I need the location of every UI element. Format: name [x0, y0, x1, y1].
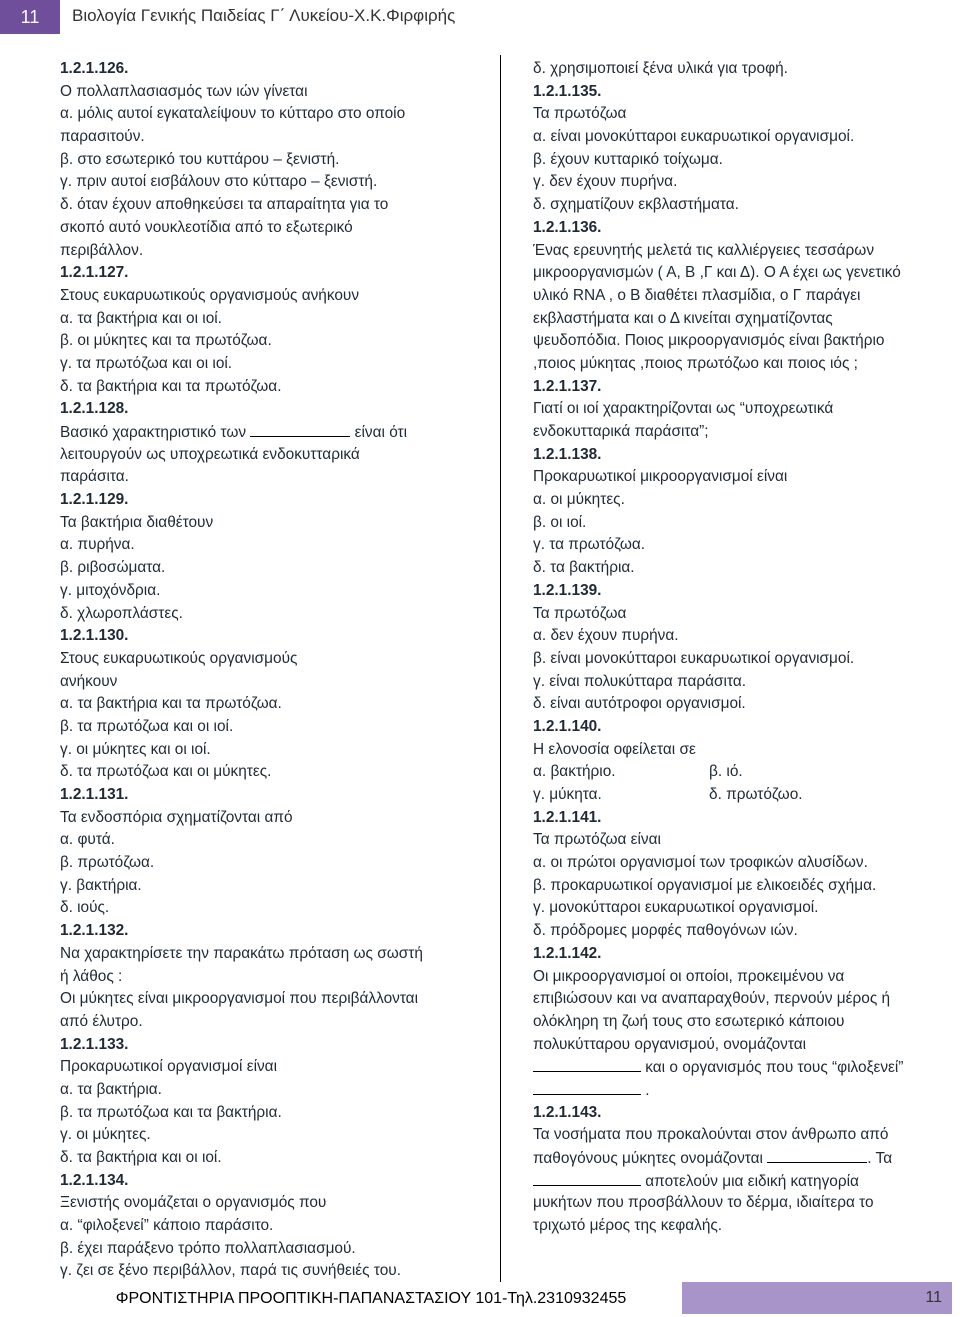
line-text: δ. όταν έχουν αποθηκεύσει τα απαραίτητα για το — [60, 196, 389, 214]
text-line — [60, 81, 480, 104]
line-text: α. οι πρώτοι οργανισμοί των τροφικών αλυσίδων. — [533, 854, 868, 872]
question-number — [533, 217, 953, 240]
line-text: Γιατί οι ιοί χαρακτηρίζονται ως “υποχρεωτικά — [533, 400, 834, 418]
fill-blank — [250, 421, 350, 437]
line-text: γ. ζει σε ξένο περιβάλλον, παρά τις συνήθειές του. — [60, 1262, 401, 1280]
text-line — [60, 1238, 480, 1261]
text-line — [533, 1215, 953, 1238]
line-text: β. είναι μονοκύτταροι ευκαρυωτικοί οργανισμοί. — [533, 649, 855, 667]
line-text: 1.2.1.128. — [60, 400, 129, 418]
text-line — [533, 557, 953, 580]
text-line — [533, 852, 953, 875]
footer-text: ΦΡΟΝΤΙΣΤΗΡΙΑ ΠΡΟΟΠΤΙΚΗ-ΠΑΠΑΝΑΣΤΑΣΙΟΥ 101-Τηλ.2310932455 — [60, 1282, 682, 1315]
header-page-number: 11 — [0, 0, 60, 34]
line-text: 1.2.1.138. — [533, 445, 602, 463]
line-text: 1.2.1.132. — [60, 922, 129, 940]
text-line — [60, 966, 480, 989]
text-line — [533, 240, 953, 263]
text-line — [533, 126, 953, 149]
question-number — [60, 398, 480, 421]
line-text: γ. οι μύκητες και οι ιοί. — [60, 740, 211, 758]
text-line — [60, 988, 480, 1011]
text-line — [533, 149, 953, 172]
line-text: Ξενιστής ονομάζεται ο οργανισμός που — [60, 1194, 327, 1212]
line-text: ολόκληρη τη ζωή τους στο εσωτερικό κάποιου — [533, 1012, 845, 1030]
question-number — [533, 81, 953, 104]
line-text: 1.2.1.134. — [60, 1171, 129, 1189]
line-text: 1.2.1.133. — [60, 1035, 129, 1053]
line-text: Να χαρακτηρίσετε την παρακάτω πρόταση ως σωστή — [60, 944, 423, 962]
question-number — [533, 580, 953, 603]
line-text: α. τα βακτήρια και οι ιοί. — [60, 309, 222, 327]
text-line — [60, 285, 480, 308]
text-line — [533, 603, 953, 626]
text-line — [60, 693, 480, 716]
line-text: Προκαρυωτικοί μικροοργανισμοί είναι — [533, 468, 788, 486]
line-text: ή λάθος : — [60, 967, 123, 985]
line-text: 1.2.1.137. — [533, 377, 602, 395]
line-text: περιβάλλον. — [60, 241, 144, 259]
line-text: β. οι μύκητες και τα πρωτόζωα. — [60, 332, 272, 350]
question-number — [533, 716, 953, 739]
line-text: παράσιτα. — [60, 468, 129, 486]
text-line — [533, 648, 953, 671]
line-text: Τα νοσήματα που προκαλούνται στον άνθρωπο από — [533, 1126, 889, 1144]
line-text: Τα βακτήρια διαθέτουν — [60, 513, 214, 531]
text-line — [533, 534, 953, 557]
line-text: 1.2.1.139. — [533, 581, 602, 599]
question-number — [60, 625, 480, 648]
text-line — [533, 875, 953, 898]
line-text: και ο οργανισμός που τους “φιλοξενεί” — [641, 1059, 904, 1077]
text-line — [60, 421, 480, 444]
line-text: λειτουργούν ως υποχρεωτικά ενδοκυτταρικά — [60, 445, 360, 463]
line-text: γ. τα πρωτόζωα. — [533, 536, 646, 554]
line-text: . — [641, 1081, 650, 1099]
line-text: β. στο εσωτερικό του κυττάρου – ξενιστή. — [60, 150, 340, 168]
line-text: ,ποιος μύκητας ,ποιος πρωτόζωο και ποιος ιός ; — [533, 354, 858, 372]
line-text: α. είναι μονοκύτταροι ευκαρυωτικοί οργανισμοί. — [533, 128, 855, 146]
line-text: 1.2.1.135. — [533, 82, 602, 100]
line-text: αποτελούν μια ειδική κατηγορία — [641, 1172, 859, 1190]
question-number — [60, 1034, 480, 1057]
text-line — [60, 1192, 480, 1215]
text-line — [60, 603, 480, 626]
line-text: 1.2.1.141. — [533, 808, 602, 826]
line-text: α. φυτά. — [60, 831, 115, 849]
text-line — [60, 807, 480, 830]
line-text: δ. πρόδρομες μορφές παθογόνων ιών. — [533, 922, 798, 940]
line-text: γ. μιτοχόνδρια. — [60, 581, 161, 599]
line-text: β. ριβοσώματα. — [60, 559, 166, 577]
line-text: μυκήτων που προσβάλλουν το δέρμα, ιδιαίτερα το — [533, 1194, 874, 1212]
right-column — [533, 58, 953, 1238]
text-line — [60, 444, 480, 467]
question-number — [533, 943, 953, 966]
line-text: δ. ιούς. — [60, 899, 110, 917]
text-line — [60, 466, 480, 489]
text-line — [533, 625, 953, 648]
line-text: 1.2.1.143. — [533, 1103, 602, 1121]
line-text: α. οι μύκητες. — [533, 491, 625, 509]
text-line — [60, 126, 480, 149]
text-line — [60, 171, 480, 194]
text-line — [60, 376, 480, 399]
line-text: μικροοργανισμών ( Α, Β ,Γ και Δ). Ο Α έχει ως γενετικό — [533, 264, 901, 282]
text-line — [60, 580, 480, 603]
line-text: παρασιτούν. — [60, 128, 145, 146]
line-text: Τα ενδοσπόρια σχηματίζονται από — [60, 808, 293, 826]
line-text: γ. πριν αυτοί εισβάλουν στο κύτταρο – ξενιστή. — [60, 173, 378, 191]
text-line — [533, 103, 953, 126]
line-text: ενδοκυτταρικά παράσιτα”; — [533, 423, 709, 440]
text-line — [60, 240, 480, 263]
text-line — [60, 1260, 480, 1283]
text-line — [533, 897, 953, 920]
line-text: 1.2.1.140. — [533, 717, 602, 735]
text-line — [60, 149, 480, 172]
question-number — [533, 807, 953, 830]
line-text: ανήκουν — [60, 672, 118, 690]
line-text: β. ιό. — [709, 763, 743, 781]
line-text: γ. είναι πολυκύτταρα παράσιτα. — [533, 672, 747, 690]
text-line — [60, 1079, 480, 1102]
text-line — [60, 534, 480, 557]
page-footer — [60, 1282, 952, 1314]
text-line — [60, 353, 480, 376]
line-text: γ. τα πρωτόζωα και οι ιοί. — [60, 354, 233, 372]
line-text: 1.2.1.126. — [60, 60, 129, 77]
text-line — [60, 648, 480, 671]
text-line — [533, 1056, 953, 1079]
text-line — [60, 1124, 480, 1147]
footer-page-bar — [682, 1282, 952, 1314]
line-text: από έλυτρο. — [60, 1012, 143, 1030]
text-line — [60, 829, 480, 852]
line-text: δ. τα πρωτόζωα και οι μύκητες. — [60, 763, 272, 781]
line-text: γ. μονοκύτταροι ευκαρυωτικοί οργανισμοί. — [533, 899, 819, 917]
text-line — [533, 988, 953, 1011]
line-text: Τα πρωτόζωα — [533, 604, 627, 622]
text-line — [533, 693, 953, 716]
text-line — [60, 557, 480, 580]
question-number — [60, 1170, 480, 1193]
text-line — [533, 1079, 953, 1102]
line-text: δ. τα βακτήρια. — [533, 559, 635, 577]
line-text: Τα πρωτόζωα είναι — [533, 831, 661, 849]
line-text: α. τα βακτήρια. — [60, 1080, 162, 1098]
line-text: εκβλαστήματα και ο Δ κινείται σχηματίζοντας — [533, 309, 833, 327]
line-text: Προκαρυωτικοί οργανισμοί είναι — [60, 1058, 278, 1076]
line-text: επιβιώσουν και να αναπαραχθούν, περνούν μέρος ή — [533, 990, 891, 1008]
text-line — [60, 897, 480, 920]
text-line — [60, 852, 480, 875]
text-line — [533, 671, 953, 694]
question-number — [60, 262, 480, 285]
line-text: δ. χλωροπλάστες. — [60, 604, 183, 622]
text-line — [60, 761, 480, 784]
text-line — [533, 58, 953, 81]
line-text: β. τα πρωτόζωα και οι ιοί. — [60, 717, 234, 735]
footer-page-number: 11 — [925, 1289, 942, 1306]
text-line — [533, 308, 953, 331]
line-text: β. οι ιοί. — [533, 513, 587, 531]
text-line — [60, 716, 480, 739]
text-line — [60, 1102, 480, 1125]
line-text: δ. τα βακτήρια και οι ιοί. — [60, 1149, 222, 1166]
question-number — [60, 489, 480, 512]
line-text: γ. οι μύκητες. — [60, 1126, 151, 1144]
line-text: α. τα βακτήρια και τα πρωτόζωα. — [60, 695, 282, 713]
line-text: β. έχει παράξενο τρόπο πολλαπλασιασμού. — [60, 1239, 356, 1257]
line-text: γ. βακτήρια. — [60, 876, 142, 894]
header-title: Βιολογία Γενικής Παιδείας Γ΄ Λυκείου-Χ.Κ.Φιρφιρής — [72, 6, 456, 25]
line-text: δ. τα βακτήρια και τα πρωτόζωα. — [60, 377, 282, 395]
question-number — [60, 920, 480, 943]
text-line — [533, 784, 953, 807]
line-text: α. “φιλοξενεί” κάποιο παράσιτο. — [60, 1217, 274, 1235]
text-line — [60, 875, 480, 898]
text-line — [60, 739, 480, 762]
text-line — [533, 1011, 953, 1034]
line-text: δ. είναι αυτότροφοι οργανισμοί. — [533, 695, 746, 713]
fill-blank — [533, 1056, 641, 1072]
line-text: Βασικό χαρακτηριστικό των — [60, 424, 247, 441]
text-line — [533, 262, 953, 285]
line-text: δ. σχηματίζουν εκβλαστήματα. — [533, 196, 739, 214]
line-text: σκοπό αυτό νουκλεοτίδια από το εξωτερικό — [60, 218, 353, 236]
text-line — [533, 1170, 953, 1193]
line-text: 1.2.1.142. — [533, 944, 602, 962]
line-text: 1.2.1.131. — [60, 786, 129, 803]
text-line — [60, 103, 480, 126]
line-text: Η ελονοσία οφείλεται σε — [533, 740, 696, 758]
text-line — [60, 217, 480, 240]
text-line — [533, 466, 953, 489]
text-line — [60, 308, 480, 331]
text-line — [533, 739, 953, 762]
text-line — [533, 920, 953, 943]
text-line — [533, 171, 953, 194]
line-text: α. δεν έχουν πυρήνα. — [533, 627, 679, 645]
text-line — [533, 194, 953, 217]
page-header — [0, 0, 960, 34]
text-line — [533, 421, 953, 444]
line-text: πολυκύτταρου οργανισμού, ονομάζονται — [533, 1035, 807, 1053]
text-line — [533, 829, 953, 852]
question-number — [533, 1102, 953, 1125]
text-line — [60, 194, 480, 217]
line-text: β. προκαρυωτικοί οργανισμοί με ελικοειδές σχήμα. — [533, 876, 877, 894]
line-text: . Τα — [867, 1150, 893, 1167]
line-text: Τα πρωτόζωα — [533, 105, 627, 123]
line-text: Οι μύκητες είναι μικροοργανισμοί που περιβάλλονται — [60, 990, 418, 1008]
fill-blank — [533, 1170, 641, 1186]
text-line — [60, 671, 480, 694]
question-number — [533, 376, 953, 399]
line-text: παθογόνους μύκητες ονομάζονται — [533, 1150, 763, 1167]
line-text: 1.2.1.127. — [60, 264, 129, 282]
text-line — [60, 330, 480, 353]
fill-blank — [533, 1079, 641, 1095]
line-text: δ. πρωτόζωο. — [709, 786, 803, 803]
line-text: Στους ευκαρυωτικούς οργανισμούς ανήκουν — [60, 286, 360, 304]
text-line — [533, 1034, 953, 1057]
line-text: 1.2.1.130. — [60, 627, 129, 645]
question-number — [60, 58, 480, 81]
text-line — [533, 966, 953, 989]
text-line — [533, 1192, 953, 1215]
text-line — [533, 512, 953, 535]
line-text: 1.2.1.129. — [60, 491, 129, 509]
line-text: β. έχουν κυτταρικό τοίχωμα. — [533, 150, 723, 168]
line-text: 1.2.1.136. — [533, 218, 602, 236]
line-text: α. βακτήριο. — [533, 763, 616, 781]
text-line — [60, 512, 480, 535]
question-number — [60, 784, 480, 807]
line-text: ψευδοπόδια. Ποιος μικροοργανισμός είναι βακτήριο — [533, 332, 885, 350]
line-text: τριχωτό μέρος της κεφαλής. — [533, 1217, 723, 1235]
line-text: δ. χρησιμοποιεί ξένα υλικά για τροφή. — [533, 60, 788, 77]
question-number — [533, 444, 953, 467]
line-text: β. πρωτόζωα. — [60, 854, 155, 872]
line-text: Ένας ερευνητής μελετά τις καλλιέργειες τεσσάρων — [533, 241, 875, 259]
column-divider — [500, 55, 501, 1283]
line-text: γ. δεν έχουν πυρήνα. — [533, 173, 678, 191]
line-text: υλικό RNA , ο Β διαθέτει πλασμίδια, ο Γ παράγει — [533, 286, 861, 304]
text-line — [533, 285, 953, 308]
text-line — [533, 353, 953, 376]
text-line — [533, 761, 953, 784]
text-line — [533, 1124, 953, 1147]
line-text: α. πυρήνα. — [60, 536, 135, 554]
line-text: α. μόλις αυτοί εγκαταλείψουν το κύτταρο στο οποίο — [60, 105, 406, 123]
text-line — [533, 398, 953, 421]
line-text: είναι ότι — [350, 424, 408, 441]
left-column — [60, 58, 480, 1283]
text-line — [533, 1147, 953, 1170]
line-text: γ. μύκητα. — [533, 786, 602, 803]
line-text: Ο πολλαπλασιασμός των ιών γίνεται — [60, 82, 308, 100]
line-text: Στους ευκαρυωτικούς οργανισμούς — [60, 649, 298, 667]
line-text: Οι μικροοργανισμοί οι οποίοι, προκειμένου να — [533, 967, 845, 985]
text-line — [60, 1147, 480, 1170]
text-line — [533, 330, 953, 353]
text-line — [533, 489, 953, 512]
text-line — [60, 1011, 480, 1034]
line-text: β. τα πρωτόζωα και τα βακτήρια. — [60, 1103, 282, 1121]
text-line — [60, 1056, 480, 1079]
text-line — [60, 943, 480, 966]
fill-blank — [767, 1147, 867, 1163]
text-line — [60, 1215, 480, 1238]
